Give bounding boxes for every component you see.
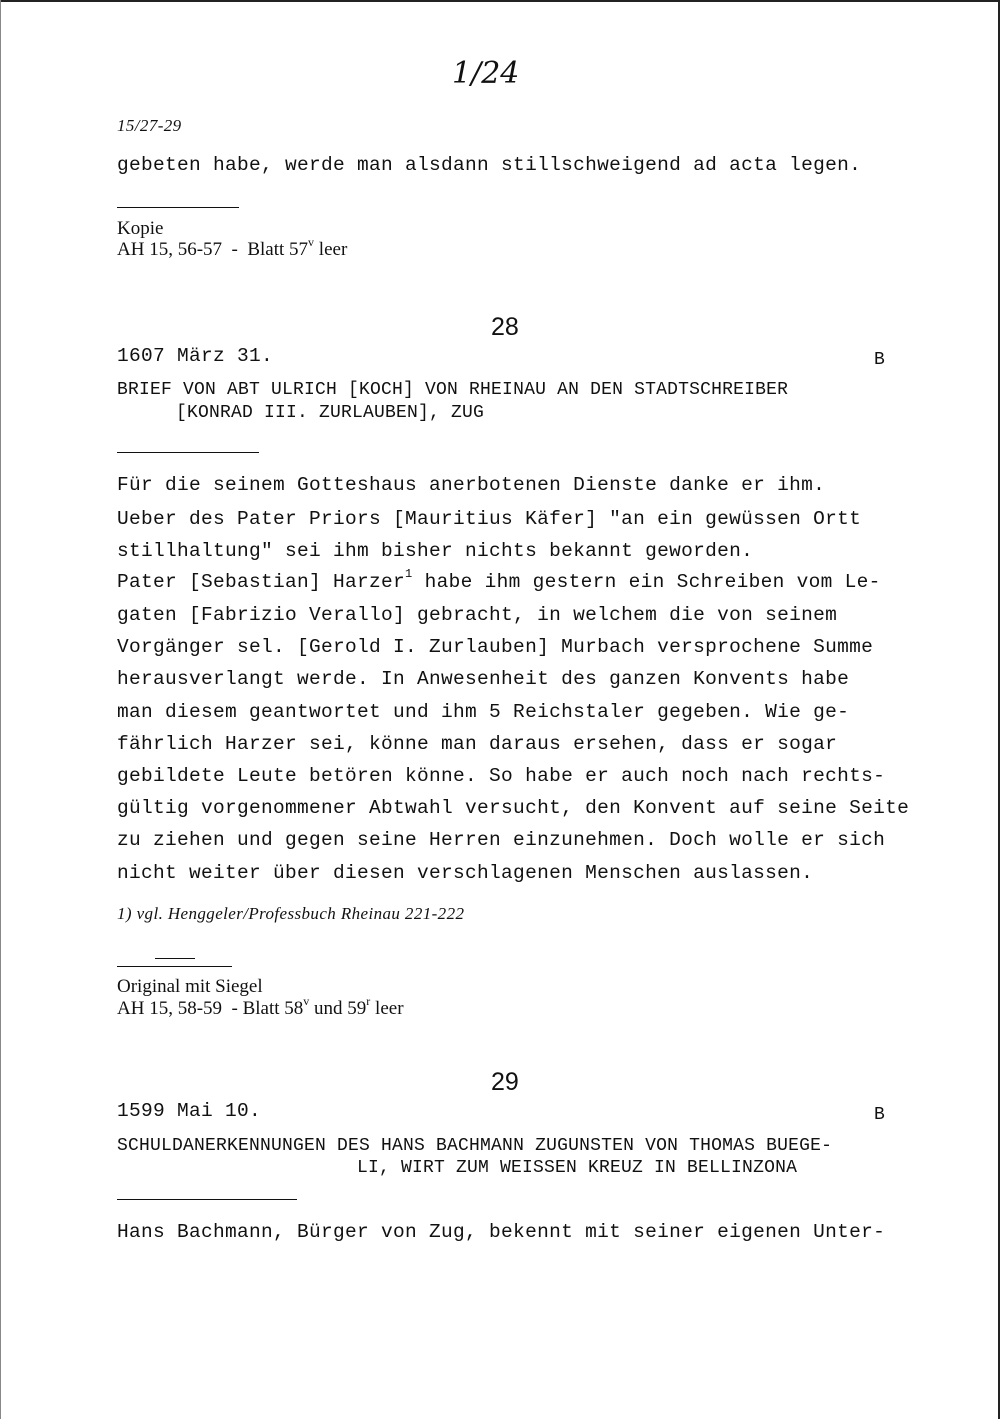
doc29-body-line-1: Hans Bachmann, Bürger von Zug, bekennt mit seiner eigenen Unter- [117, 1221, 886, 1243]
scan-border-left [0, 0, 1, 1419]
page-reference: 15/27-29 [117, 116, 182, 135]
doc28-source-rule [117, 966, 232, 967]
doc28-source-location: AH 15, 58-59 - Blatt 58$^v$ und 59$^r$ leer [117, 994, 404, 1019]
doc29-letter: B [874, 1105, 886, 1125]
doc28-header-rule [117, 452, 259, 453]
doc27-source-location: AH 15, 56-57 - Blatt 57$^v$ leer [117, 235, 348, 260]
doc27-source-rule [117, 207, 239, 208]
doc29-title-line2: LI, WIRT ZUM WEISSEN KREUZ IN BELLINZONA [357, 1158, 798, 1178]
doc28-body-line-10: gebildete Leute betören könne. So habe er auch noch nach rechts- [117, 765, 886, 787]
doc28-body-line-4: Pater [Sebastian] Harzer$^1$ habe ihm gestern ein Schreiben vom Le- [117, 567, 881, 593]
doc27-last-line: gebeten habe, werde man alsdann stillschweigend ad acta legen. [117, 154, 862, 176]
doc28-number: 28 [491, 313, 519, 341]
doc27-source-type: Kopie [117, 218, 164, 239]
doc28-title-line2: [KONRAD III. ZURLAUBEN], ZUG [176, 403, 485, 423]
doc28-footnote: 1) vgl. Henggeler/Professbuch Rheinau 221-222 [117, 904, 465, 923]
doc28-body-line-7: herausverlangt werde. In Anwesenheit des ganzen Konvents habe [117, 668, 850, 690]
handwritten-page-mark: 1/24 [452, 56, 520, 91]
doc29-title-line1: SCHULDANERKENNUNGEN DES HANS BACHMANN ZUGUNSTEN VON THOMAS BUEGE- [117, 1136, 833, 1156]
doc29-number: 29 [491, 1068, 519, 1096]
doc28-body-line-1: Für die seinem Gotteshaus anerbotenen Dienste danke er ihm. [117, 474, 826, 496]
footnote-marker: 1 [405, 567, 413, 581]
doc28-body-line-8: man diesem geantwortet und ihm 5 Reichstaler gegeben. Wie ge- [117, 701, 850, 723]
doc28-footnote-rule [155, 958, 195, 959]
doc28-body-line-12: zu ziehen und gegen seine Herren einzunehmen. Doch wolle er sich [117, 829, 886, 851]
doc28-body-line-11: gültig vorgenommener Abtwahl versucht, den Konvent auf seine Seite [117, 797, 910, 819]
doc29-date: 1599 Mai 10. [117, 1100, 262, 1122]
doc28-body-line-5: gaten [Fabrizio Verallo] gebracht, in welchem die von seinem [117, 604, 838, 626]
doc28-title-line1: BRIEF VON ABT ULRICH [KOCH] VON RHEINAU AN DEN STADTSCHREIBER [117, 380, 789, 400]
doc28-source-type: Original mit Siegel [117, 976, 263, 997]
scan-border-top [0, 0, 1000, 2]
doc28-body-line-2: Ueber des Pater Priors [Mauritius Käfer] "an ein gewüssen Ortt [117, 508, 862, 530]
doc29-header-rule [117, 1199, 297, 1200]
doc28-body-line-3: stillhaltung" sei ihm bisher nichts bekannt geworden. [117, 540, 754, 562]
doc28-body-line-9: fährlich Harzer sei, könne man daraus ersehen, dass er sogar [117, 733, 838, 755]
doc28-body-line-13: nicht weiter über diesen verschlagenen Menschen auslassen. [117, 862, 814, 884]
doc28-letter: B [874, 350, 886, 370]
doc28-body-line-6: Vorgänger sel. [Gerold I. Zurlauben] Murbach versprochene Summe [117, 636, 874, 658]
doc28-date: 1607 März 31. [117, 345, 274, 367]
